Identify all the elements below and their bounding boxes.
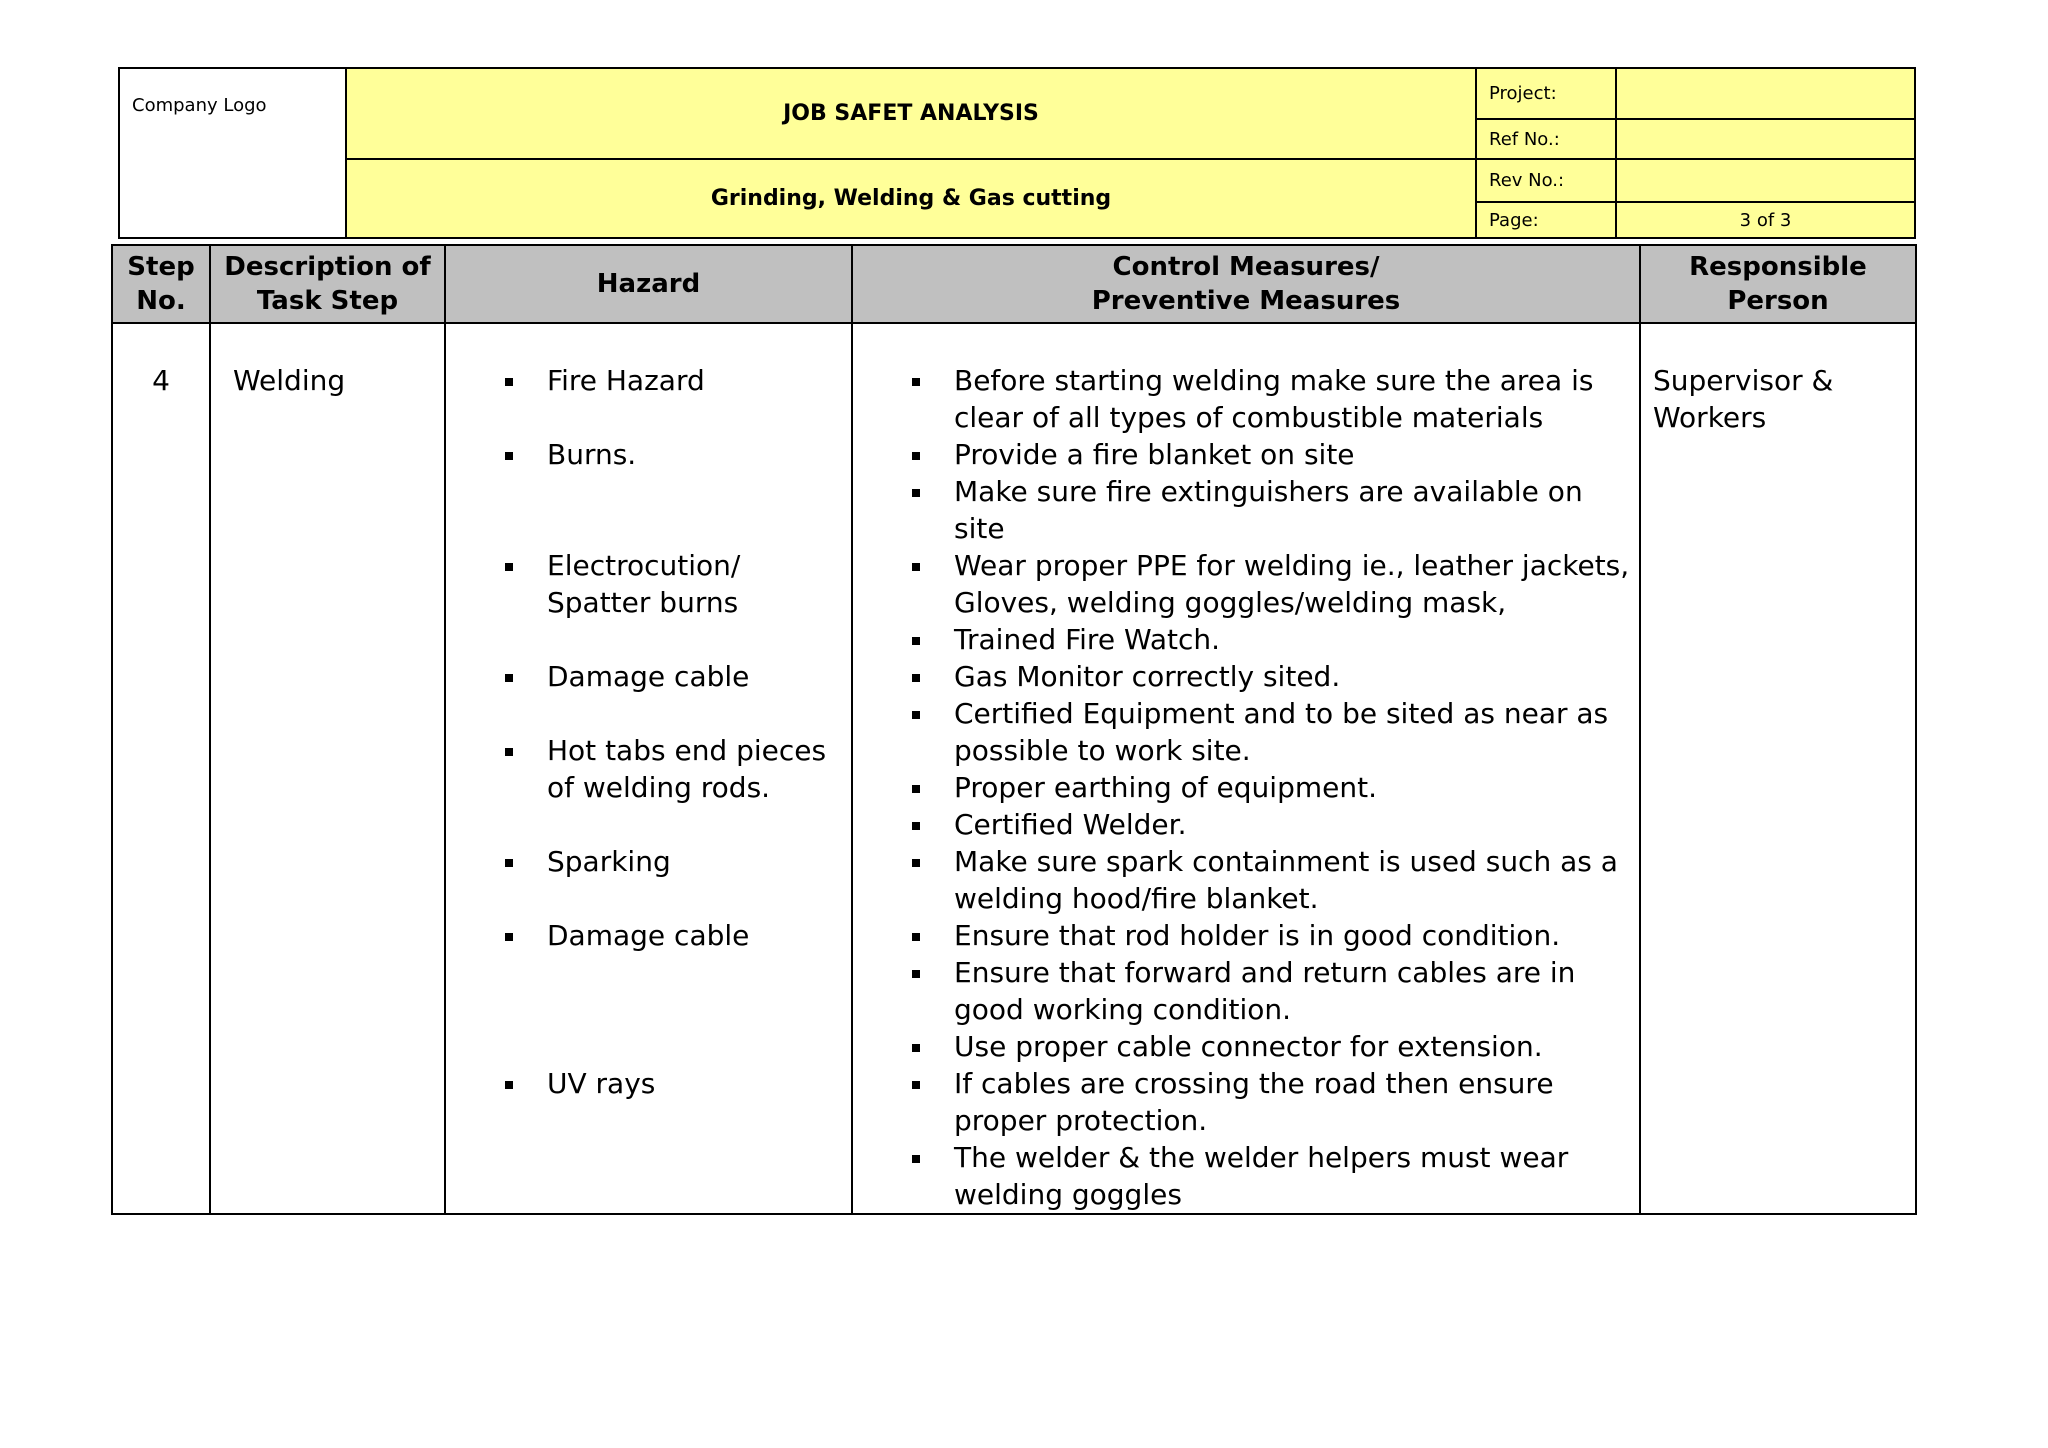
control-measure-item: Make sure fire extinguishers are available on site <box>853 473 1639 547</box>
hazard-item: UV rays <box>446 1065 851 1102</box>
col-header-control-measures: Control Measures/ Preventive Measures <box>852 245 1640 323</box>
responsible-person-cell <box>1640 323 1916 1214</box>
bullet-icon <box>912 1155 920 1163</box>
col-header-description: Description of Task Step <box>210 245 445 323</box>
bullet-icon <box>912 452 920 460</box>
spacer <box>446 880 851 917</box>
bullet-icon <box>912 378 920 386</box>
control-measure-item: Proper earthing of equipment. <box>853 769 1639 806</box>
ref-no-value <box>1616 119 1915 159</box>
control-measure-item: Certified Equipment and to be sited as near as possible to work site. <box>853 695 1639 769</box>
project-label: Project: <box>1476 68 1616 119</box>
bullet-icon <box>505 1081 513 1089</box>
bullet-icon <box>912 1044 920 1052</box>
spacer <box>446 806 851 843</box>
col-header-hazard: Hazard <box>445 245 852 323</box>
control-measure-item: Gas Monitor correctly sited. <box>853 658 1639 695</box>
document-header <box>118 67 1916 239</box>
responsible-person-line2: Workers <box>1653 401 1767 434</box>
col-header-responsible-person: Responsible Person <box>1640 245 1916 323</box>
bullet-icon <box>912 933 920 941</box>
bullet-icon <box>912 1081 920 1089</box>
bullet-icon <box>505 452 513 460</box>
control-measure-item: Make sure spark containment is used such as a welding hood/fire blanket. <box>853 843 1639 917</box>
task-description: Welding <box>210 323 445 1214</box>
control-measure-item: Ensure that forward and return cables are in good working condition. <box>853 954 1639 1028</box>
bullet-icon <box>505 378 513 386</box>
control-measure-item: Use proper cable connector for extension. <box>853 1028 1639 1065</box>
project-value <box>1616 68 1915 119</box>
bullet-icon <box>912 489 920 497</box>
bullet-icon <box>912 785 920 793</box>
spacer <box>446 510 851 547</box>
control-measure-item: Certified Welder. <box>853 806 1639 843</box>
table-header-row <box>112 245 1916 323</box>
control-measure-item: If cables are crossing the road then ensure proper protection. <box>853 1065 1639 1139</box>
bullet-icon <box>505 933 513 941</box>
bullet-icon <box>505 859 513 867</box>
spacer <box>446 1028 851 1065</box>
bullet-icon <box>912 637 920 645</box>
responsible-person-line1: Supervisor & <box>1653 364 1834 397</box>
bullet-icon <box>505 674 513 682</box>
document-title: JOB SAFET ANALYSIS <box>346 68 1476 159</box>
step-number: 4 <box>112 323 210 1214</box>
spacer <box>446 695 851 732</box>
control-measure-item: Wear proper PPE for welding ie., leather jackets, Gloves, welding goggles/welding mask, <box>853 547 1639 621</box>
ref-no-label: Ref No.: <box>1476 119 1616 159</box>
rev-no-label: Rev No.: <box>1476 159 1616 202</box>
control-measures-cell <box>852 323 1640 1214</box>
spacer <box>446 621 851 658</box>
bullet-icon <box>912 859 920 867</box>
bullet-icon <box>505 563 513 571</box>
bullet-icon <box>912 563 920 571</box>
table-row <box>112 323 1916 1214</box>
control-measure-item: Provide a fire blanket on site <box>853 436 1639 473</box>
page-value: 3 of 3 <box>1616 202 1915 238</box>
control-measure-item: Before starting welding make sure the area is clear of all types of combustible materials <box>853 362 1639 436</box>
bullet-icon <box>912 822 920 830</box>
control-measure-item: The welder & the welder helpers must wear welding goggles <box>853 1139 1639 1213</box>
control-measures-list <box>853 362 1639 1213</box>
hazard-item: Fire Hazard <box>446 362 851 399</box>
hazard-item: Hot tabs end pieces of welding rods. <box>446 732 827 806</box>
hazard-item: Damage cable <box>446 917 851 954</box>
hazard-item: Sparking <box>446 843 851 880</box>
spacer <box>446 399 851 436</box>
hazard-cell <box>445 323 852 1214</box>
bullet-icon <box>912 970 920 978</box>
hazard-item: Burns. <box>446 436 851 473</box>
hazard-item: Electrocution/ Spatter burns <box>446 547 787 621</box>
spacer <box>446 991 851 1028</box>
document-subtitle: Grinding, Welding & Gas cutting <box>346 159 1476 238</box>
page-label: Page: <box>1476 202 1616 238</box>
spacer <box>446 954 851 991</box>
company-logo-text: Company Logo <box>132 95 267 116</box>
job-safety-table <box>111 244 1917 1215</box>
rev-no-value <box>1616 159 1915 202</box>
spacer <box>446 473 851 510</box>
company-logo-placeholder <box>119 68 346 238</box>
control-measure-item: Ensure that rod holder is in good condition. <box>853 917 1639 954</box>
bullet-icon <box>912 674 920 682</box>
bullet-icon <box>505 748 513 756</box>
bullet-icon <box>912 711 920 719</box>
hazard-list <box>446 362 851 1102</box>
control-measure-item: Trained Fire Watch. <box>853 621 1639 658</box>
col-header-step-no: Step No. <box>112 245 210 323</box>
hazard-item: Damage cable <box>446 658 851 695</box>
